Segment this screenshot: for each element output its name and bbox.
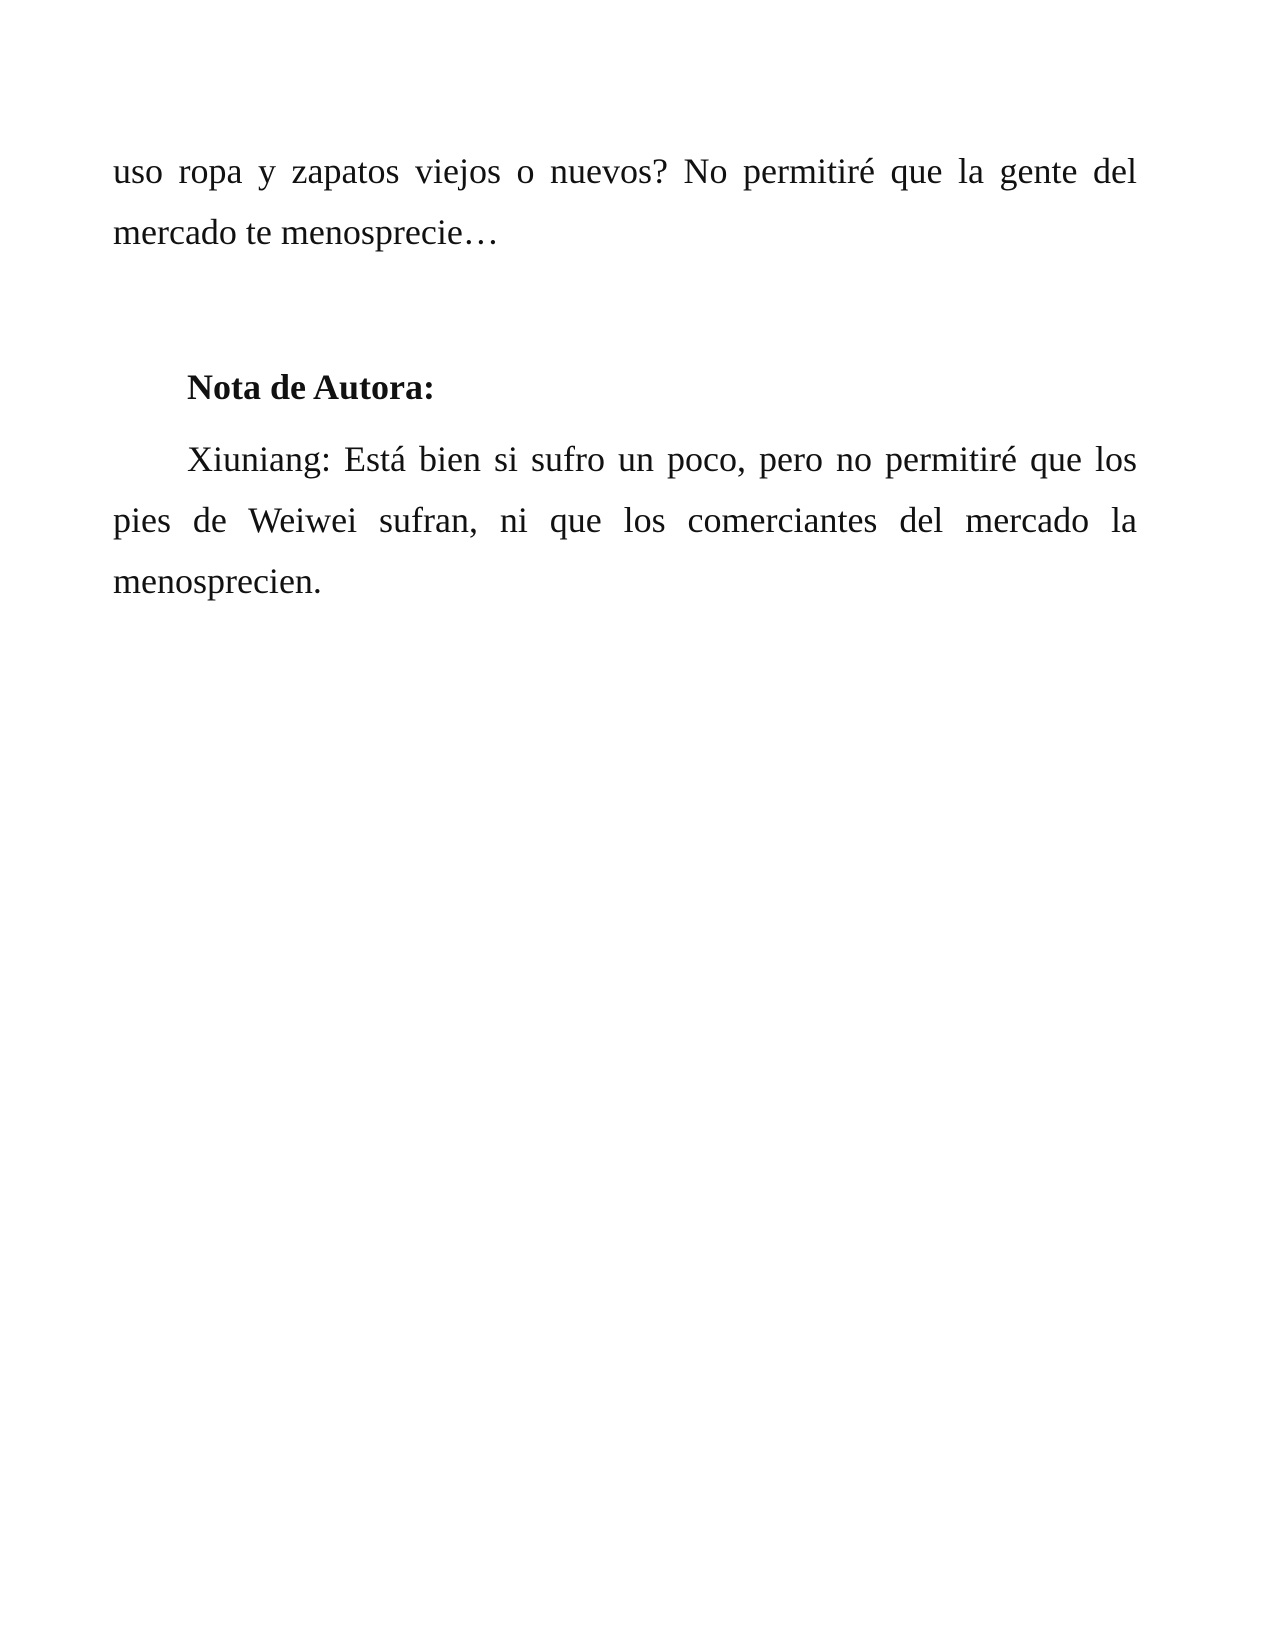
author-note-heading: Nota de Autora: — [187, 367, 435, 407]
continuation-block — [113, 141, 1137, 263]
author-note-paragraph: Xiuniang: Está bien si sufro un poco, pero no permitiré que los pies de Weiwei sufran, ni que los comerciantes del mercado la menosprecien. — [113, 439, 1137, 601]
author-note-block — [113, 357, 1137, 612]
continuation-paragraph: uso ropa y zapatos viejos o nuevos? No permitiré que la gente del mercado te menosprecie… — [113, 151, 1137, 252]
